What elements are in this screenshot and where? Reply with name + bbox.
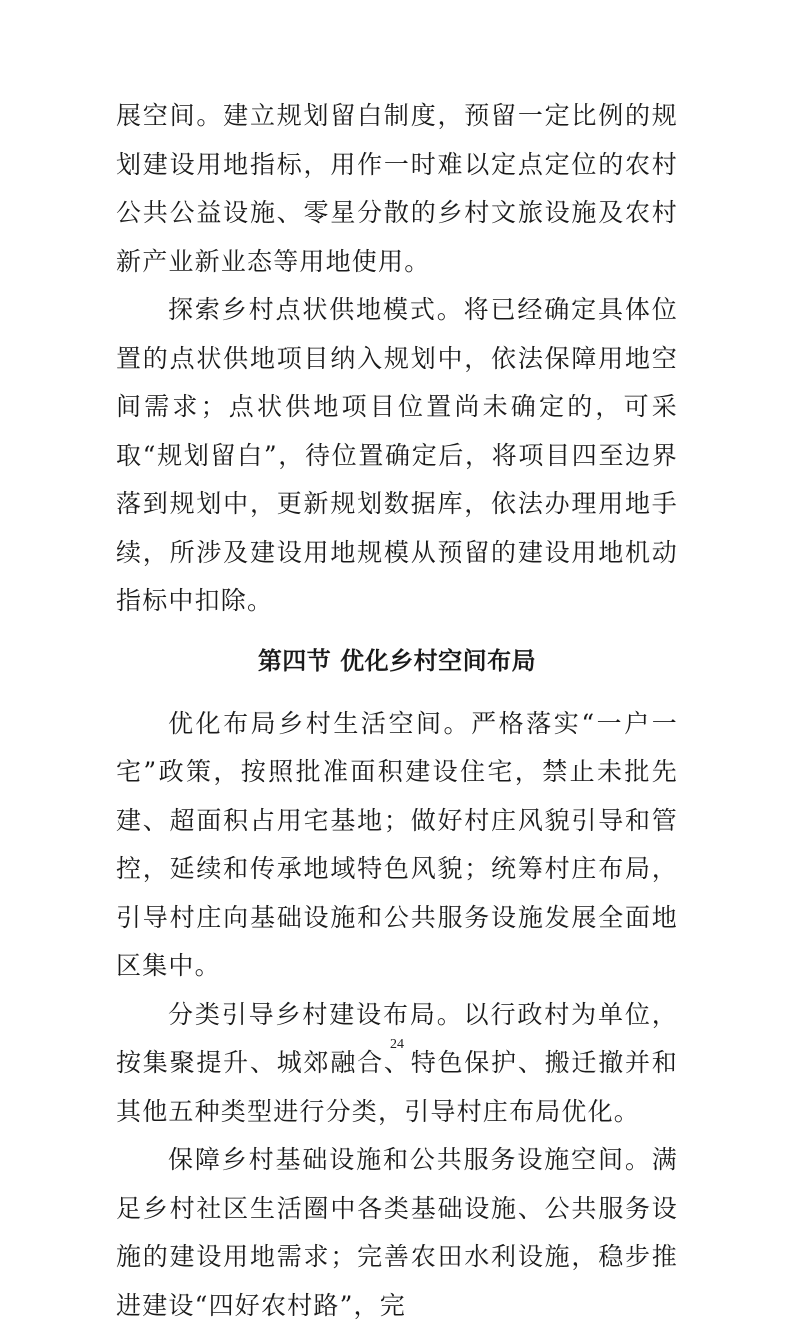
paragraph-planning-reserve: 展空间。建立规划留白制度，预留一定比例的规划建设用地指标，用作一时难以定点定位的农村公共公益设施、零星分散的乡村文旅设施及农村新产业新业态等用地使用。 [116,101,678,276]
paragraph-living-space: 优化布局乡村生活空间。严格落实“一户一宅”政策，按照批准面积建设住宅，禁止未批先建、超面积占用宅基地；做好村庄风貌引导和管控，延续和传承地域特色风貌；统筹村庄布局，引导村庄向基础设施和公共服务设施发展全面地区集中。 [116,708,678,980]
paragraph-infrastructure-space: 保障乡村基础设施和公共服务设施空间。满足乡村社区生活圈中各类基础设施、公共服务设施的建设用地需求；完善农田水利设施，稳步推进建设“四好农村路”，完 [116,1145,678,1320]
section-title: 第四节 优化乡村空间布局 [257,646,537,675]
page-content [116,92,678,1330]
page-number: 24 [390,1037,404,1052]
paragraph-construction-layout: 分类引导乡村建设布局。以行政村为单位，按集聚提升、城郊融合、特色保护、搬迁撤并和其他五种类型进行分类，引导村庄布局优化。 [116,999,678,1126]
paragraph-point-land-supply: 探索乡村点状供地模式。将已经确定具体位置的点状供地项目纳入规划中，依法保障用地空间需求；点状供地项目位置尚未确定的，可采取“规划留白”，待位置确定后，将项目四至边界落到规划中，更新规划数据库，依法办理用地手续，所涉及建设用地规模从预留的建设用地机动指标中扣除。 [116,295,678,615]
